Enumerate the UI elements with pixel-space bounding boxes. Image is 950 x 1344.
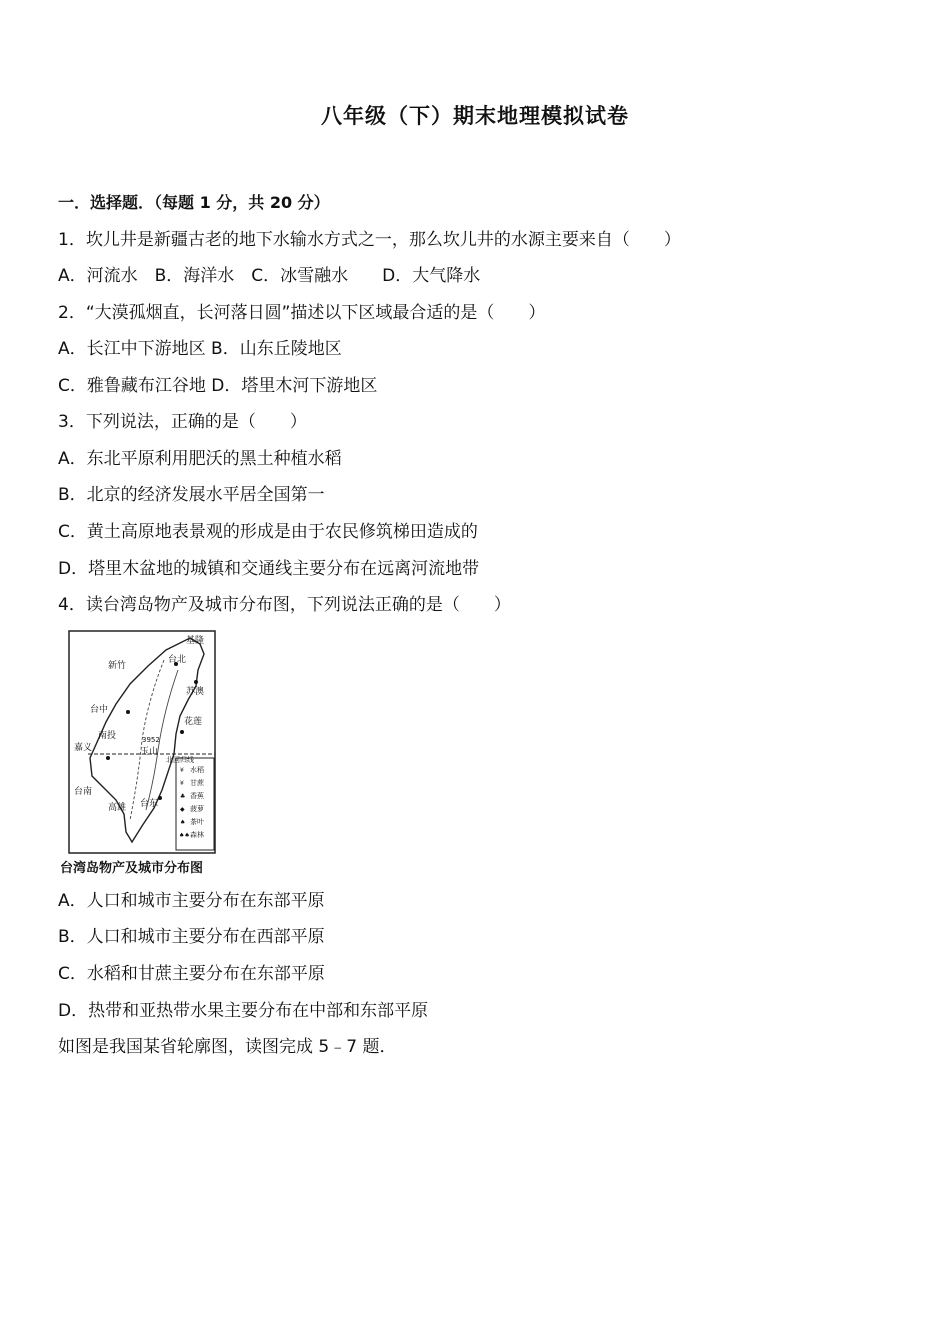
map-caption: 台湾岛物产及城市分布图 <box>60 861 204 876</box>
city-nantou: 南投 <box>98 731 117 741</box>
question-2-options-cd: C．雅鲁藏布江谷地 D．塔里木河下游地区 <box>58 376 378 396</box>
svg-text:◆: ◆ <box>180 806 185 813</box>
city-taizhong: 台中 <box>90 705 109 715</box>
question-2: 2．“大漠孤烟直，长河落日圆”描述以下区域最合适的是（ ） <box>58 303 546 323</box>
page-title: 八年级（下）期末地理模拟试卷 <box>321 104 629 128</box>
legend-pineapple: 菠萝 <box>190 805 204 813</box>
city-jilong: 基隆 <box>186 636 205 646</box>
tropic-label: 北回归线 <box>166 756 194 764</box>
legend-sugarcane: 甘蔗 <box>190 779 204 787</box>
question-1: 1．坎儿井是新疆古老的地下水输水方式之一，那么坎儿井的水源主要来自（ ） <box>58 230 681 250</box>
section-heading: 一．选择题．（每题 1 分，共 20 分） <box>58 193 330 212</box>
city-tainan: 台南 <box>74 787 93 797</box>
question-3-option-a: A．东北平原利用肥沃的黑土种植水稻 <box>58 449 342 469</box>
question-3: 3．下列说法，正确的是（ ） <box>58 412 307 432</box>
question-4-option-c: C．水稻和甘蔗主要分布在东部平原 <box>58 964 325 984</box>
question-4-option-d: D．热带和亚热带水果主要分布在中部和东部平原 <box>58 1001 429 1021</box>
legend-tea: 茶叶 <box>190 818 204 826</box>
svg-text:♣: ♣ <box>180 793 186 800</box>
taiwan-map <box>68 630 216 854</box>
city-hualian: 花莲 <box>184 717 203 727</box>
city-taidong: 台东 <box>140 799 159 809</box>
city-xinzhu: 新竹 <box>108 661 127 671</box>
city-jiayi: 嘉义 <box>74 743 93 753</box>
question-3-option-d: D．塔里木盆地的城镇和交通线主要分布在远离河流地带 <box>58 559 480 579</box>
question-4-option-b: B．人口和城市主要分布在西部平原 <box>58 927 325 947</box>
question-2-options-ab: A．长江中下游地区 B．山东丘陵地区 <box>58 339 342 359</box>
svg-text:♠♠: ♠♠ <box>179 832 190 839</box>
question-3-option-b: B．北京的经济发展水平居全国第一 <box>58 485 325 505</box>
question-4: 4．读台湾岛物产及城市分布图，下列说法正确的是（ ） <box>58 595 511 615</box>
svg-text:¥: ¥ <box>180 780 184 787</box>
question-4-option-a: A．人口和城市主要分布在东部平原 <box>58 891 325 911</box>
city-yushan: 玉山 <box>140 747 159 757</box>
legend-banana: 香蕉 <box>190 792 204 800</box>
questions-5-7-intro: 如图是我国某省轮廓图，读图完成 5﹣7 题． <box>58 1037 397 1057</box>
legend-rice: 水稻 <box>190 766 204 774</box>
svg-text:♠: ♠ <box>180 819 186 826</box>
question-3-option-c: C．黄土高原地表景观的形成是由于农民修筑梯田造成的 <box>58 522 478 542</box>
legend-forest: 森林 <box>190 831 204 839</box>
svg-text:¥: ¥ <box>180 767 184 774</box>
city-taipei: 台北 <box>168 655 187 665</box>
city-suao: 苏澳 <box>186 687 205 697</box>
city-gaoxiong: 高雄 <box>108 803 127 813</box>
question-1-options: A．河流水 B．海洋水 C．冰雪融水 D．大气降水 <box>58 266 481 286</box>
elevation-label: 3952 <box>142 736 160 744</box>
